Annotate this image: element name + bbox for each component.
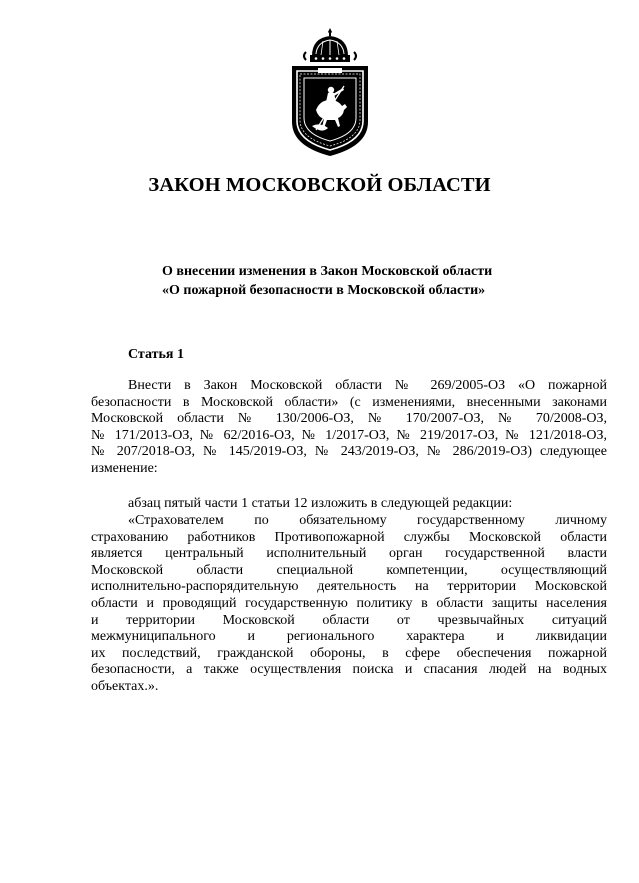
- paragraph-line: Внести в Закон Московской области № 269/2005-ОЗ «О пожарной: [128, 378, 607, 393]
- paragraph-line: исполнительно-распорядительную деятельность на территории Московской: [91, 579, 607, 595]
- paragraph-line: № 171/2013-ОЗ, № 62/2016-ОЗ, № 1/2017-ОЗ, № 219/2017-ОЗ, № 121/2018-ОЗ,: [91, 427, 607, 443]
- document-subtitle: [162, 262, 492, 300]
- subtitle-line: «О пожарной безопасности в Московской области»: [162, 283, 486, 298]
- subtitle-line: О внесении изменения в Закон Московской области: [162, 264, 493, 279]
- paragraph-line: безопасности в Московской области» (с изменениями, внесенными законами: [91, 394, 607, 410]
- paragraph-line: Московской области № 130/2006-ОЗ, № 170/2007-ОЗ, № 70/2008-ОЗ,: [91, 411, 607, 427]
- paragraph-line: изменение:: [91, 460, 158, 476]
- paragraph-line: межмуниципального и регионального характера и ликвидации: [91, 629, 607, 645]
- paragraph-line: «Страхователем по обязательному государственному личному: [128, 513, 607, 528]
- paragraph-new-wording: [91, 513, 607, 696]
- paragraph-line: Московской области специальной компетенции, осуществляющий: [91, 562, 607, 578]
- paragraph-line: страхованию работников Противопожарной службы Московской области: [91, 529, 607, 545]
- paragraph-instruction: [91, 496, 607, 513]
- paragraph-line: является центральный исполнительный орган государственной власти: [91, 546, 607, 562]
- paragraph-line: объектах.».: [91, 678, 159, 694]
- paragraph-line: безопасности, а также осуществления поиска и спасания людей на водных: [91, 662, 607, 678]
- coat-of-arms-icon: [286, 26, 374, 158]
- paragraph-line: области и проводящий государственную политику в области защиты населения: [91, 595, 607, 611]
- paragraph-line: абзац пятый части 1 статьи 12 изложить в следующей редакции:: [128, 496, 513, 511]
- document-title: ЗАКОН МОСКОВСКОЙ ОБЛАСТИ: [148, 174, 491, 196]
- paragraph-line: их последствий, гражданской обороны, в сфере обеспечения пожарной: [91, 645, 607, 661]
- paragraph-line: № 207/2018-ОЗ, № 145/2019-ОЗ, № 243/2019-ОЗ, № 286/2019-ОЗ) следующее: [91, 444, 607, 460]
- crown-icon: [304, 28, 356, 62]
- paragraph-amendment-intro: [91, 378, 607, 478]
- article-heading: Статья 1: [128, 347, 184, 362]
- paragraph-line: и территории Московской области от чрезвычайных ситуаций: [91, 612, 607, 628]
